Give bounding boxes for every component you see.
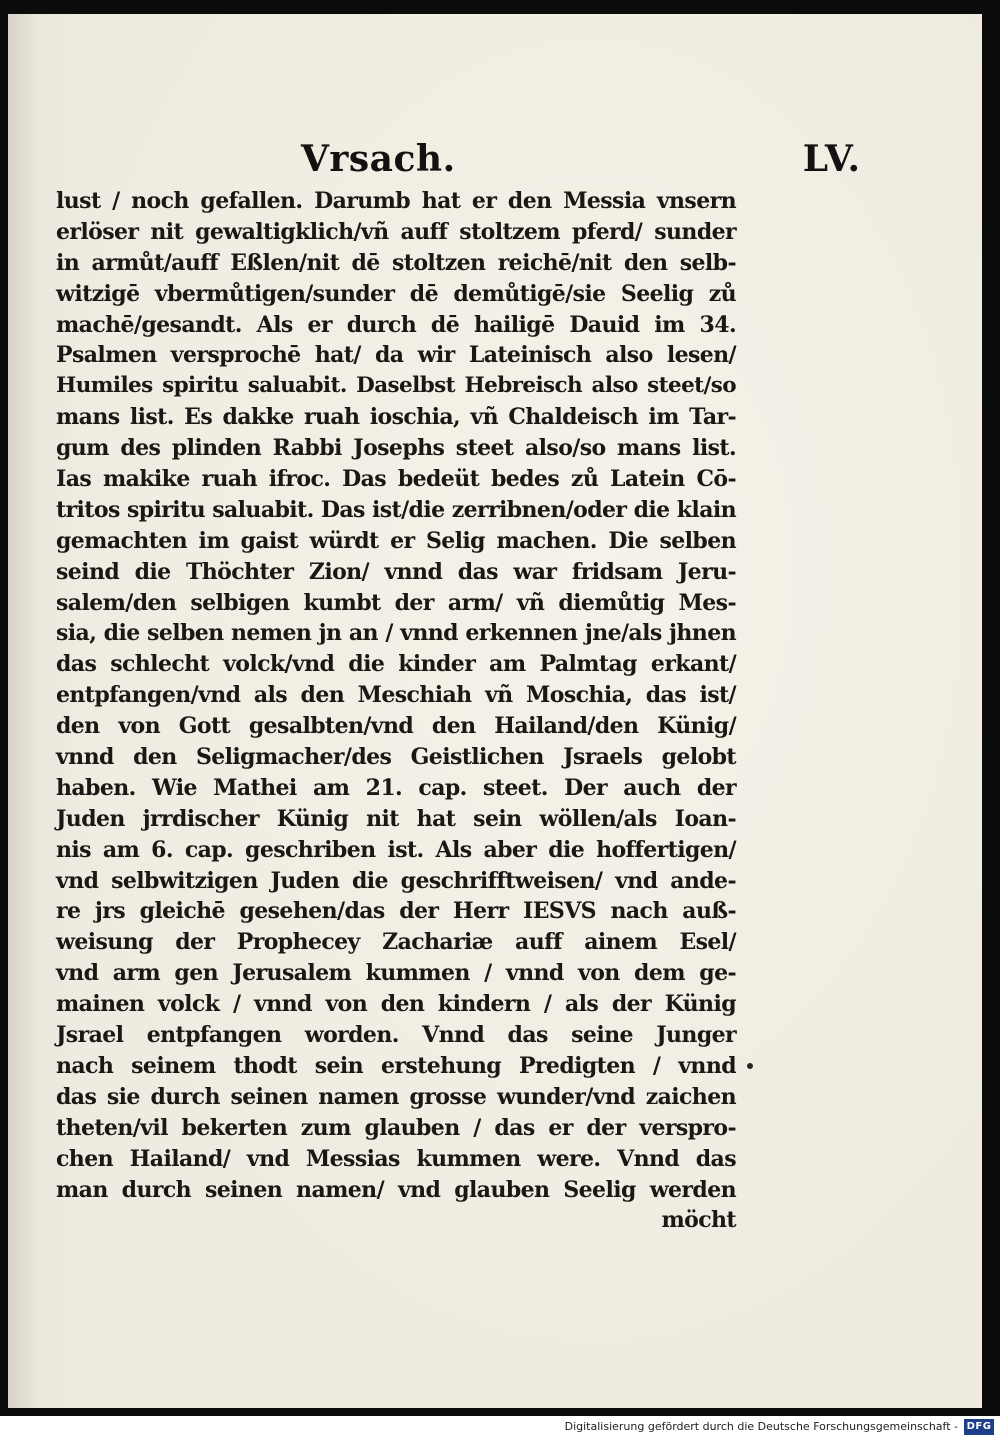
text-line: mans list. Es dakke ruah ioschia, vñ Chaldeisch im Tar-: [56, 404, 736, 431]
text-line: Ias makike ruah ifroc. Das bedeüt bedes zů Latein Cō-: [56, 466, 736, 493]
text-line: weisung der Prophecey Zachariæ auff ainem Esel/: [56, 929, 736, 956]
page-header: [301, 138, 861, 188]
text-line: machē/gesandt. Als er durch dē hailigē Dauid im 34.: [56, 311, 736, 338]
text-line: nach seinem thodt sein erstehung Predigten / vnnd: [56, 1052, 736, 1079]
text-line: chen Hailand/ vnd Messias kummen were. Vnnd das: [56, 1145, 736, 1172]
text-line: das sie durch seinen namen grosse wunder/vnd zaichen: [56, 1083, 736, 1110]
text-line: theten/vil bekerten zum glauben / das er der verspro-: [56, 1114, 736, 1141]
text-line: Juden jrrdischer Künig nit hat sein wöllen/als Ioan-: [56, 805, 736, 832]
footer-bar: [0, 1416, 1000, 1439]
folio-number: LV.: [802, 138, 861, 180]
text-line: witzigē vbermůtigen/sunder dē demůtigē/sie Seelig zů: [56, 280, 736, 307]
text-line: vnnd den Seligmacher/des Geistlichen Jsraels gelobt: [56, 744, 736, 771]
text-line: den von Gott gesalbten/vnd den Hailand/den Künig/: [56, 713, 736, 740]
book-page: [8, 14, 982, 1408]
ink-speck: [747, 1063, 753, 1069]
text-line: tritos spiritu saluabit. Das ist/die zerribnen/oder die klain: [56, 496, 736, 523]
body-text: [56, 186, 736, 1236]
text-line: vnd arm gen Jerusalem kummen / vnnd von dem ge-: [56, 960, 736, 987]
text-line: gemachten im gaist würdt er Selig machen. Die selben: [56, 527, 736, 554]
text-line: Jsrael entpfangen worden. Vnnd das seine Junger: [56, 1022, 736, 1049]
text-line: in armůt/auff Eßlen/nit dē stoltzen reichē/nit den selb-: [56, 249, 736, 276]
text-line: salem/den selbigen kumbt der arm/ vñ diemůtig Mes-: [56, 589, 736, 616]
text-line: das schlecht volck/vnd die kinder am Palmtag erkant/: [56, 651, 736, 678]
text-line: nis am 6. cap. geschriben ist. Als aber die hoffertigen/: [56, 836, 736, 863]
text-line: vnd selbwitzigen Juden die geschrifftweisen/ vnd ande-: [56, 867, 736, 894]
text-line: re jrs gleichē gesehen/das der Herr IESVS nach auß-: [56, 898, 736, 925]
text-line: erlöser nit gewaltigklich/vñ auff stoltzem pferd/ sunder: [56, 218, 736, 245]
running-head: Vrsach.: [301, 138, 456, 180]
text-line: entpfangen/vnd als den Meschiah vñ Moschia, das ist/: [56, 682, 736, 709]
text-line: mainen volck / vnnd von den kindern / als der Künig: [56, 991, 736, 1018]
text-line: gum des plinden Rabbi Josephs steet also/so mans list.: [56, 435, 736, 462]
text-line: Psalmen versprochē hat/ da wir Lateinisch also lesen/: [56, 342, 736, 369]
text-line: sia, die selben nemen jn an / vnnd erkennen jne/als jhnen: [56, 620, 736, 647]
text-line: lust / noch gefallen. Darumb hat er den Messia vnsern: [56, 188, 736, 214]
text-line: haben. Wie Mathei am 21. cap. steet. Der auch der: [56, 774, 736, 801]
text-line: man durch seinen namen/ vnd glauben Seelig werden: [56, 1176, 736, 1203]
funding-credit: Digitalisierung gefördert durch die Deutsche Forschungsgemeinschaft -: [564, 1420, 958, 1433]
catchword: möcht: [661, 1207, 736, 1234]
text-line: Humiles spiritu saluabit. Daselbst Hebreisch also steet/so: [56, 373, 736, 399]
text-line: seind die Thöchter Zion/ vnnd das war fridsam Jeru-: [56, 558, 736, 585]
dfg-logo-icon: DFG: [964, 1419, 994, 1435]
